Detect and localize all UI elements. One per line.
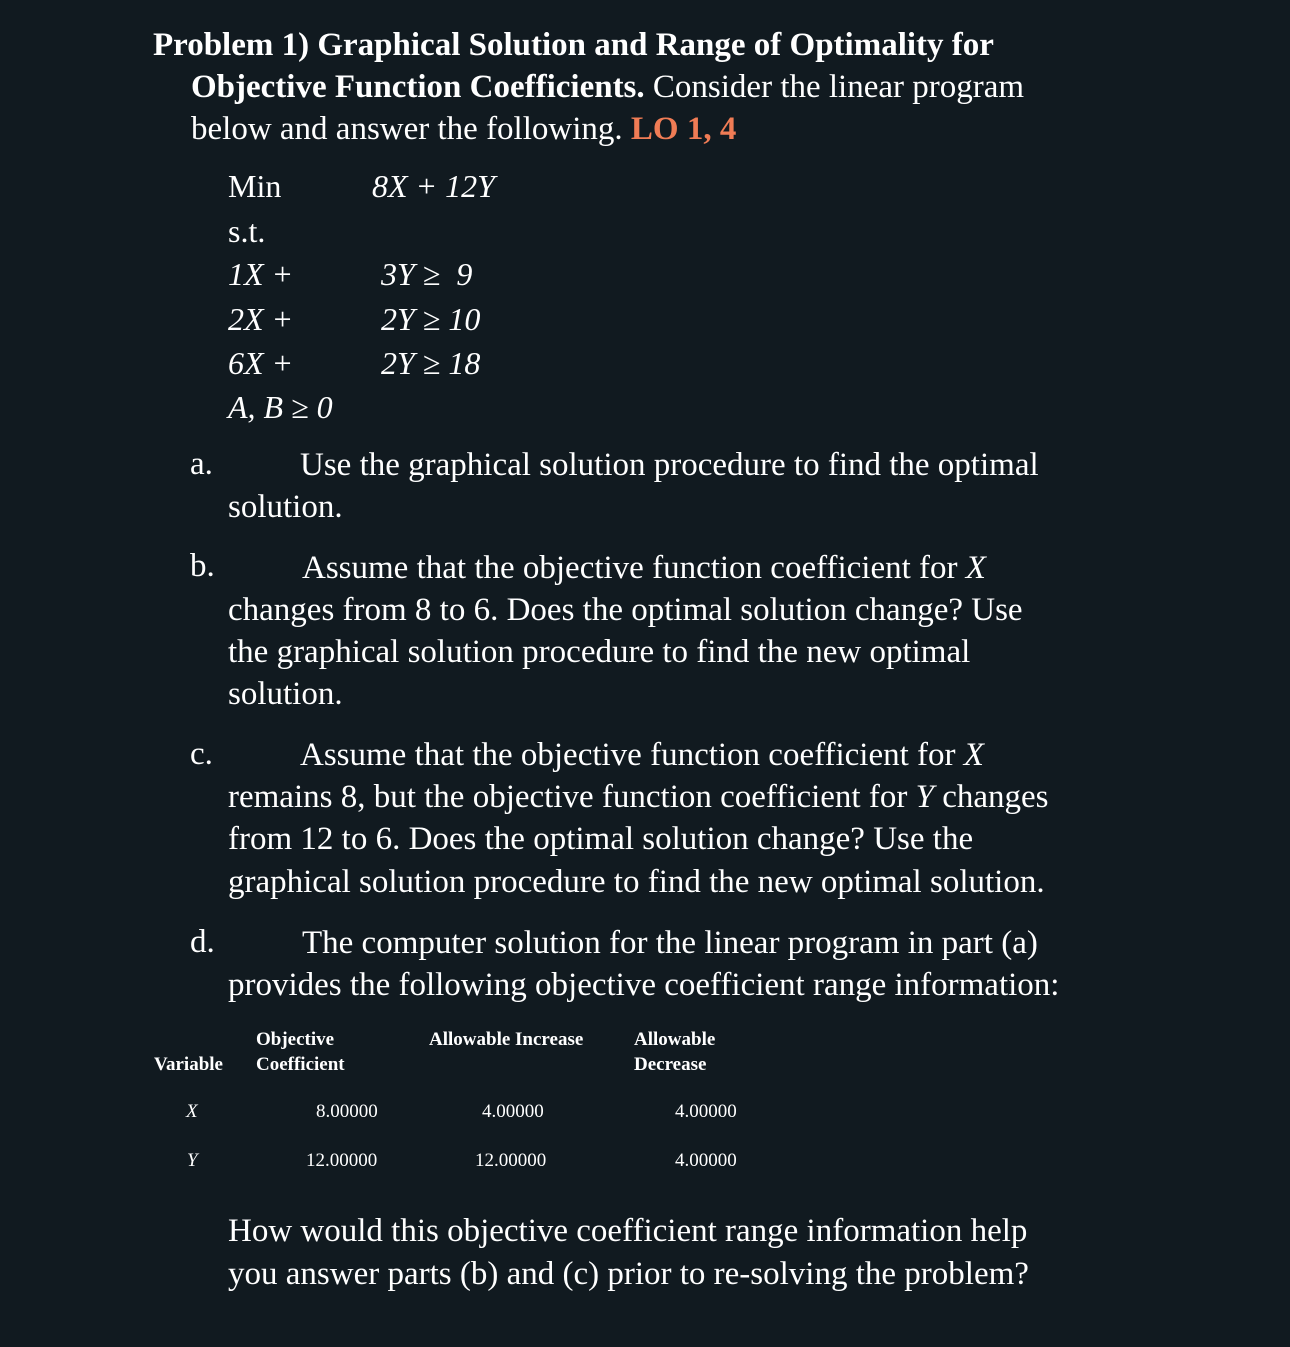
closing-question-line-1: How would this objective coefficient range information help [228, 1213, 1028, 1249]
problem-title-bold: Objective Function Coefficients. [191, 69, 645, 105]
question-c-line-4: graphical solution procedure to find the new optimal solution. [228, 864, 1045, 900]
closing-question-line-2: you answer parts (b) and (c) prior to re-solving the problem? [228, 1256, 1029, 1292]
constraint-2-right: 2Y ≥ 10 [381, 301, 481, 337]
header-variable: Variable [154, 1054, 223, 1075]
problem-title-line-2 [191, 66, 1024, 108]
problem-title-rest: Consider the linear program [644, 69, 1025, 105]
constraint-2-left: 2X + [228, 301, 294, 337]
question-d-label: d. [190, 924, 215, 960]
question-c-label: c. [190, 736, 213, 772]
header-objective-coefficient-2: Coefficient [256, 1054, 345, 1075]
question-c-line-1-text: Assume that the objective function coefficient for [300, 737, 964, 773]
question-c-line-3: from 12 to 6. Does the optimal solution change? Use the [228, 821, 974, 857]
question-c-line-2 [228, 776, 1048, 818]
table-row-x-variable: X [186, 1101, 198, 1122]
question-b-line-2: changes from 8 to 6. Does the optimal solution change? Use [228, 592, 1023, 628]
table-row-x-increase: 4.00000 [482, 1101, 544, 1122]
problem-title-line3-text: below and answer the following. [191, 111, 631, 147]
table-row-x-coefficient: 8.00000 [316, 1101, 378, 1122]
question-a-line-2: solution. [228, 489, 343, 525]
table-row-y-increase: 12.00000 [475, 1150, 547, 1171]
question-c-line-2a: remains 8, but the objective function coefficient for [228, 779, 916, 815]
header-allowable-decrease-2: Decrease [634, 1054, 707, 1075]
learning-objective-tag: LO 1, 4 [630, 111, 737, 147]
header-allowable-decrease-1: Allowable [634, 1029, 716, 1050]
table-row-y-coefficient: 12.00000 [306, 1150, 378, 1171]
lp-min-label: Min [228, 168, 282, 204]
constraint-1-left: 1X + [228, 256, 294, 292]
question-b-variable: X [965, 550, 986, 586]
constraint-3-right: 2Y ≥ 18 [381, 345, 481, 381]
constraint-3-left: 6X + [228, 345, 294, 381]
question-a-label: a. [190, 446, 213, 482]
question-c-variable-x: X [963, 737, 984, 773]
question-c-variable-y: Y [915, 779, 934, 815]
lp-objective: 8X + 12Y [372, 168, 495, 204]
constraint-1-right: 3Y ≥ 9 [381, 256, 473, 292]
table-row-x-decrease: 4.00000 [675, 1101, 737, 1122]
question-c-line-1 [300, 734, 984, 776]
header-allowable-increase: Allowable Increase [429, 1029, 584, 1050]
question-a-line-1: Use the graphical solution procedure to find the optimal [300, 447, 1039, 483]
question-b-line-1-text: Assume that the objective function coefficient for [302, 550, 966, 586]
lp-st-label: s.t. [228, 213, 266, 249]
question-b-label: b. [190, 548, 215, 584]
question-b-line-4: solution. [228, 676, 343, 712]
header-objective-coefficient-1: Objective [256, 1029, 335, 1050]
question-c-line-2b: changes [933, 779, 1049, 815]
question-b-line-1 [302, 547, 986, 589]
question-d-line-2: provides the following objective coefficient range information: [228, 967, 1060, 1003]
table-row-y-variable: Y [187, 1150, 198, 1171]
table-row-y-decrease: 4.00000 [675, 1150, 737, 1171]
problem-title-line-3 [191, 108, 736, 150]
question-b-line-3: the graphical solution procedure to find the new optimal [228, 634, 971, 670]
problem-title-line-1: Problem 1) Graphical Solution and Range of Optimality for [153, 27, 994, 63]
nonnegativity-constraint: A, B ≥ 0 [228, 389, 333, 425]
question-d-line-1: The computer solution for the linear program in part (a) [302, 925, 1038, 961]
